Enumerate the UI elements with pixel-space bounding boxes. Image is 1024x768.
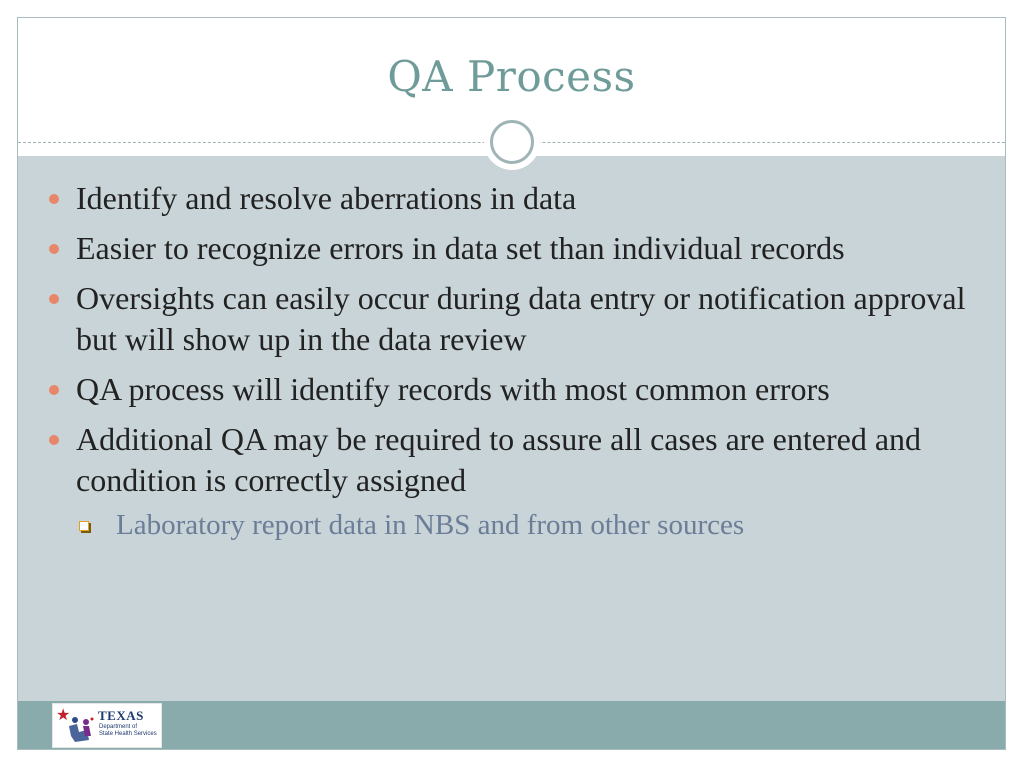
bullet-dot-icon — [49, 194, 59, 204]
bullet-text: Additional QA may be required to assure all cases are entered and condition is correctly assigned — [76, 421, 922, 498]
sub-bullet-text: Laboratory report data in NBS and from other sources — [116, 509, 745, 541]
bullet-dot-icon — [49, 435, 59, 445]
slide-title: QA Process — [387, 52, 636, 101]
bullet-item — [48, 178, 998, 219]
logo-line-2: State Health Services — [99, 731, 157, 737]
logo-name: TEXAS — [98, 708, 144, 723]
bullet-text: Identify and resolve aberrations in data — [76, 180, 577, 216]
bullet-text: Easier to recognize errors in data set than individual records — [76, 230, 845, 266]
bullet-dot-icon — [49, 244, 59, 254]
circle-ornament-icon — [484, 114, 540, 170]
bullet-text: Oversights can easily occur during data entry or notification approval but will show up in the data review — [76, 280, 966, 357]
bullet-item — [48, 369, 998, 410]
slide — [17, 17, 1006, 750]
people-figures-icon — [67, 714, 95, 744]
bullet-list — [48, 178, 998, 544]
texas-dshs-logo — [52, 703, 162, 748]
bullet-dot-icon — [49, 385, 59, 395]
bullet-item — [48, 278, 998, 360]
bullet-text: QA process will identify records with most common errors — [76, 371, 830, 407]
ornament-ring — [490, 120, 534, 164]
bullet-item — [48, 419, 998, 501]
star-icon: ★ — [56, 705, 71, 724]
square-bullet-icon — [79, 521, 89, 531]
logo-subtitle — [99, 724, 161, 738]
bullet-item — [48, 228, 998, 269]
footer-band — [18, 701, 1005, 750]
logo-line-1: Department of — [99, 724, 138, 730]
sub-bullet-item — [48, 506, 998, 544]
bullet-dot-icon — [49, 294, 59, 304]
